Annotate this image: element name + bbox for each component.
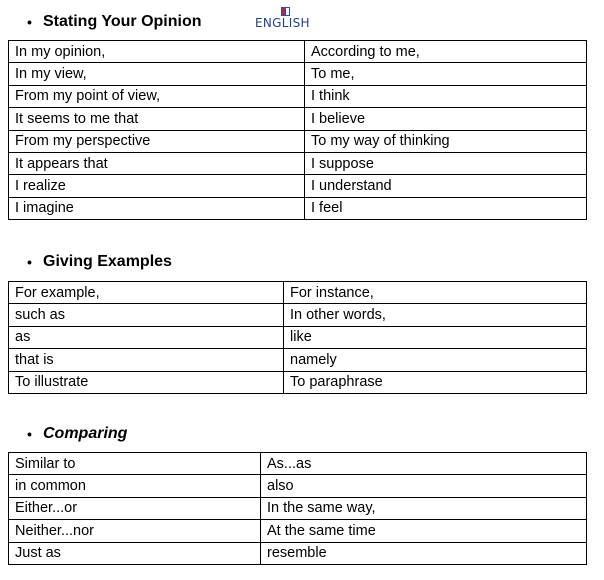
examples-phrases-table — [8, 281, 587, 394]
table-cell: also — [261, 475, 587, 497]
bullet: • — [27, 14, 32, 30]
table-cell: I suppose — [305, 152, 587, 174]
table-row — [9, 453, 587, 475]
opinion-phrases-table — [8, 40, 587, 220]
table-cell: For example, — [9, 282, 284, 304]
section-heading-comparing — [27, 422, 127, 446]
table-cell: Similar to — [9, 453, 261, 475]
table-row — [9, 349, 587, 371]
bullet: • — [27, 254, 32, 270]
table-cell: In the same way, — [261, 497, 587, 519]
table-row — [9, 520, 587, 542]
table-cell: I think — [305, 85, 587, 107]
table-cell: I understand — [305, 175, 587, 197]
english-logo — [253, 6, 317, 32]
table-row — [9, 85, 587, 107]
table-cell: Either...or — [9, 497, 261, 519]
table-cell: as — [9, 326, 284, 348]
table-cell: In my view, — [9, 63, 305, 85]
table-row — [9, 130, 587, 152]
table-cell: like — [284, 326, 587, 348]
table-cell: such as — [9, 304, 284, 326]
section-title: Comparing — [43, 425, 128, 442]
table-cell: I imagine — [9, 197, 305, 219]
table-row — [9, 108, 587, 130]
table-cell: At the same time — [261, 520, 587, 542]
comparing-phrases-table — [8, 452, 587, 565]
table-row — [9, 152, 587, 174]
table-row — [9, 475, 587, 497]
table-cell: I feel — [305, 197, 587, 219]
table-cell: As...as — [261, 453, 587, 475]
table-cell: It appears that — [9, 152, 305, 174]
table-row — [9, 41, 587, 63]
table-row — [9, 197, 587, 219]
table-cell: Just as — [9, 542, 261, 564]
section-heading-giving-examples — [27, 250, 172, 274]
table-cell: It seems to me that — [9, 108, 305, 130]
table-row — [9, 497, 587, 519]
section-title: Stating Your Opinion — [43, 13, 202, 30]
table-cell: From my perspective — [9, 130, 305, 152]
table-cell: To me, — [305, 63, 587, 85]
section-title: Giving Examples — [43, 253, 172, 270]
table-cell: To illustrate — [9, 371, 284, 393]
table-cell: Neither...nor — [9, 520, 261, 542]
table-row — [9, 63, 587, 85]
logo-text: ENGLISH — [255, 16, 310, 30]
table-row — [9, 304, 587, 326]
table-row — [9, 371, 587, 393]
table-cell: I believe — [305, 108, 587, 130]
table-cell: From my point of view, — [9, 85, 305, 107]
table-cell: that is — [9, 349, 284, 371]
table-cell: resemble — [261, 542, 587, 564]
table-cell: To my way of thinking — [305, 130, 587, 152]
table-cell: I realize — [9, 175, 305, 197]
table-row — [9, 326, 587, 348]
table-cell: in common — [9, 475, 261, 497]
table-row — [9, 542, 587, 564]
table-cell: According to me, — [305, 41, 587, 63]
table-row — [9, 282, 587, 304]
table-row — [9, 175, 587, 197]
table-cell: In other words, — [284, 304, 587, 326]
table-cell: For instance, — [284, 282, 587, 304]
table-cell: In my opinion, — [9, 41, 305, 63]
table-cell: namely — [284, 349, 587, 371]
bullet: • — [27, 426, 32, 442]
table-cell: To paraphrase — [284, 371, 587, 393]
section-heading-stating-opinion — [27, 10, 202, 34]
